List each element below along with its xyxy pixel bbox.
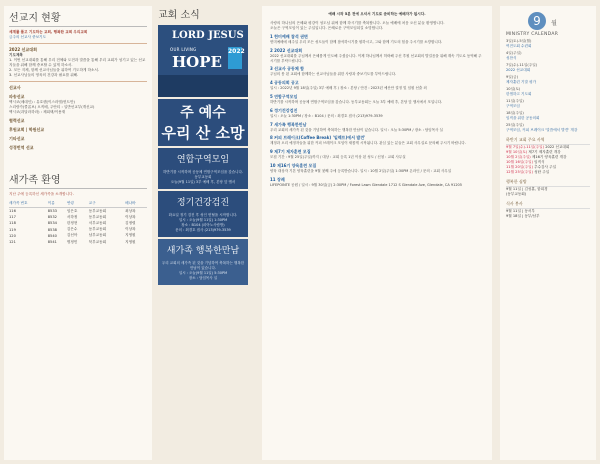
news-item bbox=[270, 80, 484, 91]
calendar-entry bbox=[506, 51, 590, 61]
calendar-column bbox=[500, 6, 596, 460]
col-district: 교구 bbox=[89, 200, 125, 208]
entry-date: 10일(토) bbox=[506, 87, 521, 91]
news-item-body: 2022 선교대회를 주님께서 은혜롭게 인도해 주셨습니다. 이제 하나님께서 허락해 주신 후원 선교회의 발걸음을 위해 계속 기도로 동역해 주시기를 부탁드립니다. bbox=[270, 53, 482, 63]
news-item bbox=[270, 149, 484, 160]
partner-mission-heading: 협력선교 bbox=[9, 118, 25, 123]
entry-date: 9일(금) bbox=[506, 75, 519, 79]
news-item-body: 하반기를 시작하며 공동체 연합구역모임을 갖습니다. 동부교동회는 오늘 3부 예배 후, 본당 앞 앰서에서 모입니다. bbox=[270, 99, 443, 104]
news-item-heading: 6 정기건강검진 bbox=[270, 107, 298, 113]
mission-prayer-1: 기도제목 bbox=[9, 53, 23, 57]
schedule-list bbox=[506, 145, 590, 175]
table-header-row bbox=[9, 200, 147, 208]
news-item-body: 헌미예배에 매주일 우리 모든 성도들이 함께 참석하시기를 원하시고, 그와 함께 기도의 힘을 주시기를 소망합니다. bbox=[270, 40, 443, 44]
news-item-heading: 1 헌미예배 참석 권면 bbox=[270, 34, 308, 39]
col-barnabas: 배나바 bbox=[125, 200, 147, 208]
month-badge: 9 bbox=[528, 12, 546, 30]
hope-line2: 우리 산 소망 bbox=[161, 124, 245, 142]
news-item-heading: 2 2022 선교대회 bbox=[270, 47, 303, 53]
entry-text: 한샘하고 기도회 bbox=[506, 92, 532, 96]
news-section-title: 교회 소식 bbox=[158, 10, 200, 21]
cell: 이상복 bbox=[125, 214, 136, 219]
calendar-entry bbox=[506, 111, 590, 121]
news-intro-highlight: 오늘은 구역모임이 있는 주일입니다. 은혜로운 구역모임되길 소망합니다. bbox=[270, 26, 384, 30]
district-meeting-title: 연합구역모임 bbox=[176, 155, 230, 165]
district-meeting-text: 하반기를 시작하며 공동체 연합구역모임을 갖습니다. bbox=[163, 170, 243, 174]
cell: 동부교동회 bbox=[88, 214, 107, 219]
cell: 서하정 bbox=[66, 214, 78, 219]
cell: 121 bbox=[9, 240, 16, 245]
visit-row: (동부교동회) bbox=[506, 192, 527, 196]
entry-text: 임직을 위한 공동의회 bbox=[506, 116, 540, 120]
table-row bbox=[9, 239, 147, 245]
cell: 117 bbox=[9, 215, 16, 220]
cell: 김선아 bbox=[66, 233, 78, 238]
visit-row: 9월 11일 | 김성훈, 함희경 bbox=[506, 187, 548, 191]
cell: 한정현 bbox=[66, 220, 78, 225]
cell: 남부교동회 bbox=[88, 233, 107, 238]
new-family-table bbox=[9, 200, 147, 245]
bible-mission-heading: 성경번역 선교 bbox=[9, 145, 34, 150]
new-family-meeting-text: 일시 : 오늘(9월 11일) 5:30PM bbox=[178, 271, 228, 275]
news-item-body: LIFEPOINTE 공원 / 일시 : 9월 30일(금) 2:30PM / Forest Lawn Glendale 1712 S Glendale Ave, Glendale, CA 91205 bbox=[270, 182, 463, 187]
schedule-text: 성탄 주일 bbox=[534, 170, 550, 174]
schedule-text: 추수감사 주일 bbox=[534, 165, 557, 169]
missionary-line: 멕시코(메데인) : 유호렌(이스라엘/헌트만) bbox=[9, 100, 75, 104]
new-family-meeting-title: 새가족 행복한만남 bbox=[166, 246, 240, 256]
cell: 지영원 bbox=[125, 239, 136, 244]
month-suffix: 월 bbox=[551, 20, 557, 27]
poster-line1: LORD JESUS bbox=[172, 30, 244, 41]
cell: 김정렬 bbox=[125, 220, 136, 225]
entry-text: 제자훈련 기말 평가 bbox=[506, 80, 537, 84]
poster-line2: OUR LIVING bbox=[170, 47, 197, 52]
cell: 동부교동회 bbox=[88, 208, 107, 213]
schedule-title: 하반기 교회 주요 사역 bbox=[506, 137, 590, 145]
month-header bbox=[506, 10, 590, 30]
news-item-heading: 10 제16기 양육훈련 모집 bbox=[270, 162, 317, 168]
divider bbox=[9, 81, 147, 82]
health-check-title: 정기건강검진 bbox=[176, 198, 230, 208]
mission-sub: 금주의 선교사 중보기도 bbox=[9, 35, 46, 39]
meal-title: 식사 봉사 bbox=[506, 201, 590, 209]
entry-text: 성찬식 bbox=[506, 56, 517, 60]
col-number: 새가족 번호 bbox=[9, 200, 48, 208]
news-item-heading: 5 연합구역모임 bbox=[270, 93, 298, 99]
health-check-text: 문의 : 최경호 집사 (213)979-3539 bbox=[175, 228, 231, 232]
calendar-title: MINISTRY CALENDAR bbox=[506, 32, 559, 37]
news-lead: 예배 시작 5분 전에 오셔서 기도로 준비하는 예배자가 됩시다. bbox=[328, 12, 426, 16]
news-item-heading: 4 공동의회 공고 bbox=[270, 80, 299, 86]
cell: 8532 bbox=[47, 215, 57, 220]
meal-list bbox=[506, 209, 590, 219]
cell: 120 bbox=[9, 233, 16, 238]
entry-text: 구역모임 bbox=[506, 104, 520, 108]
cell: 북부교동회 bbox=[88, 239, 107, 244]
mission-conference-heading: 2022 선교대회 bbox=[9, 47, 37, 52]
poster-year: 2022 bbox=[228, 47, 242, 69]
cell: 지영원 bbox=[125, 233, 136, 238]
meal-row: 9월 11일 | 동서부 bbox=[506, 209, 535, 213]
middle-column bbox=[158, 6, 254, 460]
schedule-date: 12월 25일(주일) bbox=[506, 170, 533, 174]
schedule-date: 9월 7일(수)-11일(주일) bbox=[506, 145, 545, 149]
cell: 김은수 bbox=[66, 227, 78, 232]
missionary-heading: 선교사 bbox=[9, 85, 21, 90]
health-check-ad bbox=[158, 191, 248, 237]
cell: 8533 bbox=[47, 209, 57, 214]
entry-date: 11일(주일) bbox=[506, 99, 524, 103]
schedule-text: 제16기 양육훈련 개강 bbox=[531, 155, 567, 159]
meal-row: 9월 18일 | 동부/남부 bbox=[506, 214, 540, 218]
news-item-heading: 8 커피 브레이크(Coffee Break) '일렉트)에서 발견' bbox=[270, 135, 366, 141]
new-family-meeting-text: 장소 : 담임목사 실 bbox=[188, 276, 218, 280]
left-column bbox=[4, 6, 152, 460]
news-item bbox=[270, 163, 484, 174]
news-item-heading: 9 제7기 제자훈련 모집 bbox=[270, 149, 311, 155]
entry-text: 여전도회 수련회 bbox=[506, 44, 532, 48]
news-item bbox=[270, 94, 484, 105]
col-age: 연령 bbox=[67, 200, 89, 208]
mission-prayer-2: 1. 이번 선교대회를 통해 우리 전체와 도전과 말씀을 통해 우리 교회가 섬기고 있는 선교지들을 위해 함께 중보할 수 있게 하소서. bbox=[9, 58, 146, 67]
visit-list bbox=[506, 187, 590, 197]
support-mission-heading: 후원교회 | 학원선교 bbox=[9, 127, 45, 132]
sending-mission-heading: 파송선교 bbox=[9, 94, 25, 99]
schedule-date: 10월 2일(주일) bbox=[506, 155, 531, 159]
news-item bbox=[270, 135, 484, 146]
district-meeting-ad bbox=[158, 148, 248, 189]
entry-date: 3일(토)-5일(월) bbox=[506, 39, 532, 43]
health-check-text: 일시 : 오늘(9월 11일) 1:30PM bbox=[178, 218, 228, 222]
news-item-body: 일시 : 오늘 1:30PM / 장소 : B104 / 문의 : 최경호 집사 (213)979-3539 bbox=[270, 113, 383, 118]
new-family-sub: 지난 주에 등록하신 새가족을 소개합니다. bbox=[9, 192, 74, 196]
news-item-body: 주님의 몸 된 교회에 함께하는 선교사님들을 위한 사랑과 중보기도를 부탁드립니다. bbox=[270, 72, 397, 77]
schedule-text: 제7기 제자훈련 개강 bbox=[528, 150, 561, 154]
other-mission-heading: 기타선교 bbox=[9, 136, 25, 141]
poster-footer bbox=[158, 75, 248, 97]
news-item-body: 일시 : 2022년 9월 18일(주일) 3부 예배 후 / 장소 : 본당 / 안건 : 2023년 예산안 결정 및 임원 선출 외 bbox=[270, 86, 427, 91]
new-family-title: 새가족 환영 bbox=[9, 171, 147, 189]
calendar-entry bbox=[506, 39, 590, 49]
cell: 119 bbox=[9, 227, 16, 232]
entry-date: 7일(수)-11일(주일) bbox=[506, 63, 538, 67]
mission-prayer-3: 2. 모든 지체, 함께 선교사님들을 위하여 기도하게 하소서. bbox=[9, 68, 100, 72]
calendar-entry bbox=[506, 99, 590, 109]
news-item-heading: 3 선교사 공동체 합 bbox=[270, 66, 305, 72]
entry-date: 18일(주일) bbox=[506, 111, 524, 115]
table-row bbox=[9, 208, 147, 215]
schedule-date: 10월 16일(주일) bbox=[506, 160, 533, 164]
mission-prayer-4: 3. 선교사님들의 영육의 건강과 필요를 위해. bbox=[9, 73, 79, 77]
hope-line1: 주 예수 bbox=[180, 105, 226, 121]
poster-line3: HOPE bbox=[172, 53, 222, 71]
news-item-heading: 11 장례 bbox=[270, 176, 285, 182]
missionary-line: 멕시코(과달라하라) : 채희택/이용재 bbox=[9, 110, 66, 114]
col-name: 이름 bbox=[48, 200, 67, 208]
health-check-text: 화요일 정기 검진 후 성인 헌혈을 시작합니다. bbox=[168, 213, 238, 217]
news-item-body: 양육 대상자 기본 양육훈련을 9월 첫째 주에 등록받습니다. 일시 : 10월 2일(주일) 1:30PM 온라인 / 문의 : 교회 사무실 bbox=[270, 168, 452, 173]
mission-title: 선교지 현황 bbox=[9, 9, 147, 27]
schedule-date: 9월 10일(토) bbox=[506, 150, 528, 154]
news-item bbox=[270, 48, 484, 64]
health-check-text: 장소 : B104 (피아노사람방) bbox=[181, 223, 225, 227]
news-item-body: 우리 교회의 새가족 된 것을 기념하여 축복하는 행복한 만남이 있습니다. 일시 : 오늘 5:30PM / 장소 : 담임목사 실 bbox=[270, 127, 443, 132]
visit-title: 행복한 심방 bbox=[506, 179, 590, 187]
cell: 8534 bbox=[47, 221, 57, 226]
news-item bbox=[270, 66, 484, 77]
calendar-entry bbox=[506, 87, 590, 97]
schedule-date: 11월 20일(주일) bbox=[506, 165, 533, 169]
calendar-entry bbox=[506, 63, 590, 73]
new-family-meeting-text: 우리 교회의 새가족 된 것을 기념하여 축복하는 행복한 만남이 있습니다. bbox=[161, 261, 245, 270]
cell: 최상복 bbox=[125, 208, 136, 213]
cell: 8540 bbox=[47, 233, 57, 238]
cell: 8541 bbox=[47, 240, 57, 245]
new-family-meeting-ad bbox=[158, 239, 248, 285]
news-item bbox=[270, 34, 484, 45]
cell: 116 bbox=[9, 209, 16, 214]
news-item bbox=[270, 122, 484, 133]
district-meeting-text: 오늘(9월 11일) 3부 예배 후, 본당 앞 앰서 bbox=[170, 180, 236, 184]
cell: 동부교동회 bbox=[88, 227, 107, 232]
cell: 명정민 bbox=[66, 239, 78, 244]
conference-poster bbox=[158, 25, 248, 97]
entry-date: 25일(주일) bbox=[506, 123, 524, 127]
entry-text: 2022 선교대회 bbox=[506, 68, 531, 72]
news-item bbox=[270, 177, 484, 188]
cell: 8538 bbox=[47, 227, 57, 232]
hope-banner bbox=[158, 99, 248, 146]
news-item-heading: 7 새가족 행복한만남 bbox=[270, 121, 307, 127]
cell: 118 bbox=[9, 221, 16, 226]
cell: 이상복 bbox=[125, 227, 136, 232]
entry-text: 구역모임, 커피 브레이크 '말씀에서 발견' 개강 bbox=[506, 128, 578, 132]
news-item-body: 모집 기간 : 9월 25일(주일)까지 / 대상 : 교회 등록 1년 이상 된 성도 / 신청 : 교회 사무실 bbox=[270, 155, 406, 160]
mission-intro: 세계를 품고 기도하는 교회, 행복한 교회 우리교회 bbox=[9, 30, 88, 34]
news-column bbox=[262, 6, 492, 460]
schedule-text: 임직식 bbox=[534, 160, 545, 164]
divider bbox=[9, 43, 147, 44]
news-intro: 사랑의 하나님의 은혜와 평강이 성도님 위에 함께 하시기를 축복합니다. 오늘 예배에 처음 오신 분들 환영합니다. bbox=[270, 21, 445, 25]
district-meeting-text: 동부교동회 bbox=[194, 175, 212, 179]
cell: 서부교동회 bbox=[88, 220, 107, 225]
news-item bbox=[270, 108, 484, 119]
calendar-entry bbox=[506, 75, 590, 85]
entry-date: 4일(주일) bbox=[506, 51, 522, 55]
calendar-entry bbox=[506, 123, 590, 133]
news-item-body: 재정과 오리 예정자들을 위한 커피 브레이크 모임이 새롭게 시작됩니다. 관심 있는 분들은 교회 사무실로 문의해 주시기 바랍니다. bbox=[270, 141, 466, 146]
schedule-text: 2022 선교대회 bbox=[545, 145, 570, 149]
missionary-line: 스리랑카(콜롬보) 오직배, 주안티 : 일반선교부(개신교) bbox=[9, 105, 95, 109]
cell: 임은호 bbox=[66, 208, 78, 213]
schedule-row bbox=[506, 170, 590, 175]
